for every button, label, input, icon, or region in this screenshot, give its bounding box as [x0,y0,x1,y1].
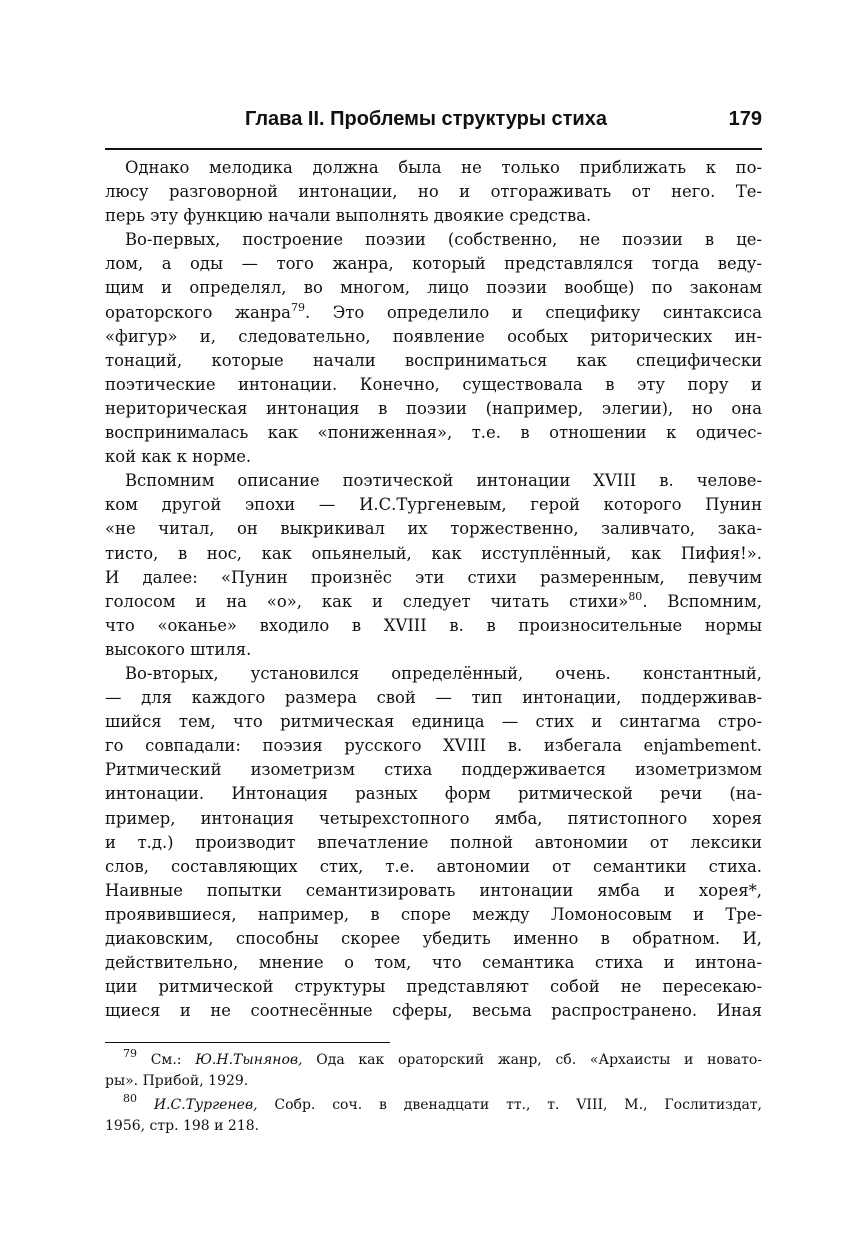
text-line: пример, интонация четырехстопного ямба, пятистопного хорея [105,808,762,828]
text-line: интонации. Интонация разных форм ритмической речи (на- [105,784,762,804]
text-line: кой как к норме. [105,447,252,467]
text-line: Во-первых, построение поэзии (собственно, не поэзии в це- [125,230,762,250]
text-line: нериторическая интонация в поэзии (например, элегии), но она [105,398,762,418]
footnotes [105,1047,763,1140]
text-line: тисто, в нос, как опьянелый, как исступлённый, как Пифия!». [105,543,762,563]
text-line: высокого штиля. [105,639,252,659]
footnote-number: 80 [123,1092,137,1105]
text-line: тонаций, которые начали восприниматься как специфически [105,350,762,370]
footnote-author: Ю.Н.Тынянов, [195,1052,303,1068]
chapter-title: Глава II. Проблемы структуры стиха [245,108,607,130]
text-line: слов, составляющих стих, т.е. автономии от семантики стиха. [105,856,762,876]
running-header [105,108,762,138]
text-line: диаковским, способны скорее убедить именно в обратном. И, [105,929,762,948]
text-line: Во-вторых, установился определённый, очень. константный, [125,663,762,683]
text-line: проявившиеся, например, в споре между Ломоносовым и Тре- [105,904,762,924]
footnote-rule [105,1042,390,1043]
footnote: $^{80}$ И.С.Тургенев, Собр. соч. в двенадцати тт., т. VIII, М., Гослитиздат, 1956, стр. 198 и 218. [105,1092,763,1134]
text-line: голосом и на «о», как и следует читать стихи»$^{80}$. Вспомним, [105,589,762,611]
text-line: Наивные попытки семантизировать интонации ямба и хорея*, [105,880,762,900]
text-line: Вспомним описание поэтической интонации XVIII в. челове- [125,471,762,491]
body-text [105,156,762,1023]
footnote-ref: 80 [628,589,643,603]
page-number: 179 [728,108,762,130]
text-line: ции ритмической структуры представляют собой не пересекаю- [105,977,762,997]
text-line: действительно, мнение о том, что семантика стиха и интона- [105,953,762,973]
text-line: люсу разговорной интонации, но и отгораживать от него. Те- [105,182,762,202]
text-line: ком другой эпохи — И.С.Тургеневым, герой которого Пунин [105,495,762,515]
text-line: ораторского жанра$^{79}$. Это определило и специфику синтаксиса [105,300,763,322]
text-line: И далее: «Пунин произнёс эти стихи размеренным, певучим [105,567,762,587]
text-line: перь эту функцию начали выполнять двоякие средства. [105,206,592,226]
text-line: что «оканье» входило в XVIII в. в произносительные нормы [105,615,762,635]
text-line: Ритмический изометризм стиха поддерживается изометризмом [105,760,762,780]
text-line: и т.д.) производит впечатление полной автономии от лексики [105,832,762,852]
text-line: щиеся и не соотнесённые сферы, весьма распространено. Иная [105,1001,762,1021]
text-line: — для каждого размера свой — тип интонации, поддерживав- [105,688,762,708]
text-line: Однако мелодика должна была не только приближать к по- [125,158,762,177]
footnote-number: 79 [123,1047,137,1060]
text-line: го совпадали: поэзия русского XVIII в. избегала enjambement. [105,736,762,756]
text-line: щим и определял, во многом, лицо поэзии вообще) по законам [105,278,762,298]
text-line: «фигур» и, следовательно, появление особых риторических ин- [105,326,762,346]
header-rule [105,148,762,150]
text-line: шийся тем, что ритмическая единица — стих и синтагма стро- [105,712,762,732]
footnote: $^{79}$ См.: Ю.Н.Тынянов, Ода как ораторский жанр, сб. «Архаисты и новато- ры». Прибой, 1929. [105,1047,762,1089]
text-line: поэтические интонации. Конечно, существовала в эту пору и [105,374,762,394]
text-line: воспринималась как «пониженная», т.е. в отношении к одичес- [105,423,762,443]
text-line: лом, а оды — того жанра, который представлялся тогда веду- [105,254,762,274]
footnote-author: И.С.Тургенев, [153,1097,258,1113]
text-line: «не читал, он выкрикивал их торжественно, заливчато, зака- [105,519,762,539]
footnote-ref: 79 [290,300,305,314]
